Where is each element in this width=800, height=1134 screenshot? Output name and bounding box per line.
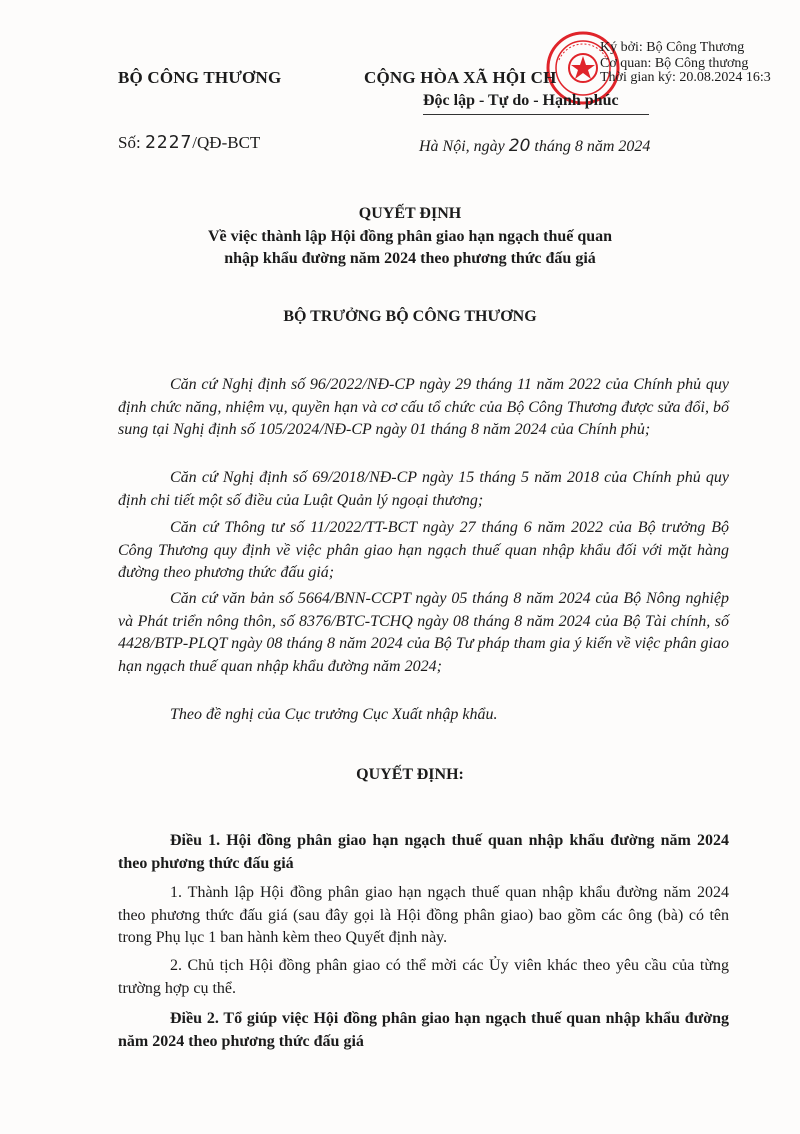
republic-name: CỘNG HÒA XÃ HỘI CH [364,68,557,87]
article-2-title: Điều 2. Tổ giúp việc Hội đồng phân giao hạn ngạch thuế quan nhập khẩu đường năm 2024 theo phương thức đấu giá [118,1010,729,1050]
doc-no-suffix: /QĐ-BCT [192,133,261,152]
preamble-item: Căn cứ Nghị định số 69/2018/NĐ-CP ngày 15 tháng 5 năm 2018 của Chính phủ quy định chi tiết một số điều của Luật Quản lý ngoại thương; [118,469,729,509]
doc-no-prefix: Số: [118,133,145,152]
motto-underline [423,114,649,115]
national-motto: Độc lập - Tự do - Hạnh phúc [423,92,619,109]
decision-heading: QUYẾT ĐỊNH: [356,766,464,783]
signature-info [600,40,771,88]
preamble-item: Căn cứ Nghị định số 96/2022/NĐ-CP ngày 29 tháng 11 năm 2022 của Chính phủ quy định chức năng, nhiệm vụ, quyền hạn và cơ cấu tổ chức của Bộ Công Thương được sửa đổi, bổ sung tại Nghị định số 105/2024/NĐ-CP ngày 01 tháng 8 năm 2024 của Chính phủ; [118,376,729,438]
article-1-title: Điều 1. Hội đồng phân giao hạn ngạch thuế quan nhập khẩu đường năm 2024 theo phương thức đấu giá [118,832,729,872]
date-day-handwritten: 20 [508,136,531,156]
issuing-authority: BỘ TRƯỞNG BỘ CÔNG THƯƠNG [283,308,537,325]
signature-time: Thời gian ký: 20.08.2024 16:3 [600,70,771,85]
preamble-item: Căn cứ Thông tư số 11/2022/TT-BCT ngày 27 tháng 6 năm 2022 của Bộ trưởng Bộ Công Thương quy định về việc phân giao hạn ngạch thuế quan nhập khẩu đối với mặt hàng đường theo phương thức đấu giá; [118,519,729,581]
signature-signer: Ký bởi: Bộ Công Thương [600,40,745,55]
document-number [118,132,260,153]
article-1-clause-1: 1. Thành lập Hội đồng phân giao hạn ngạch thuế quan nhập khẩu đường năm 2024 theo phương thức đấu giá (sau đây gọi là Hội đồng phân giao) bao gồm các ông (bà) có tên trong Phụ lục 1 ban hành kèm theo Quyết định này. [118,884,729,946]
decision-title: QUYẾT ĐỊNH [358,205,462,222]
decision-subject-line-2: nhập khẩu đường năm 2024 theo phương thức đấu giá [224,250,596,267]
preamble-item: Theo đề nghị của Cục trưởng Cục Xuất nhập khẩu. [170,706,498,723]
signature-agency: Cơ quan: Bộ Công thương [600,56,749,71]
date-suffix: tháng 8 năm 2024 [530,138,651,155]
date-prefix: Hà Nội, ngày [419,138,509,155]
doc-no-handwritten: 2227 [144,132,193,153]
ministry-name: BỘ CÔNG THƯƠNG [118,68,282,87]
decision-subject-line-1: Về việc thành lập Hội đồng phân giao hạn ngạch thuế quan [207,228,613,245]
preamble-item: Căn cứ văn bản số 5664/BNN-CCPT ngày 05 tháng 8 năm 2024 của Bộ Nông nghiệp và Phát triển nông thôn, số 8376/BTC-TCHQ ngày 08 tháng 8 năm 2024 của Bộ Tài chính, số 4428/BTP-PLQT ngày 08 tháng 8 năm 2024 của Bộ Tư pháp tham gia ý kiến về việc phân giao hạn ngạch thuế quan nhập khẩu đường năm 2024; [118,590,729,675]
issue-date [419,136,650,156]
article-1-clause-2: 2. Chủ tịch Hội đồng phân giao có thể mời các Ủy viên khác theo yêu cầu của từng trường hợp cụ thể. [118,957,729,997]
